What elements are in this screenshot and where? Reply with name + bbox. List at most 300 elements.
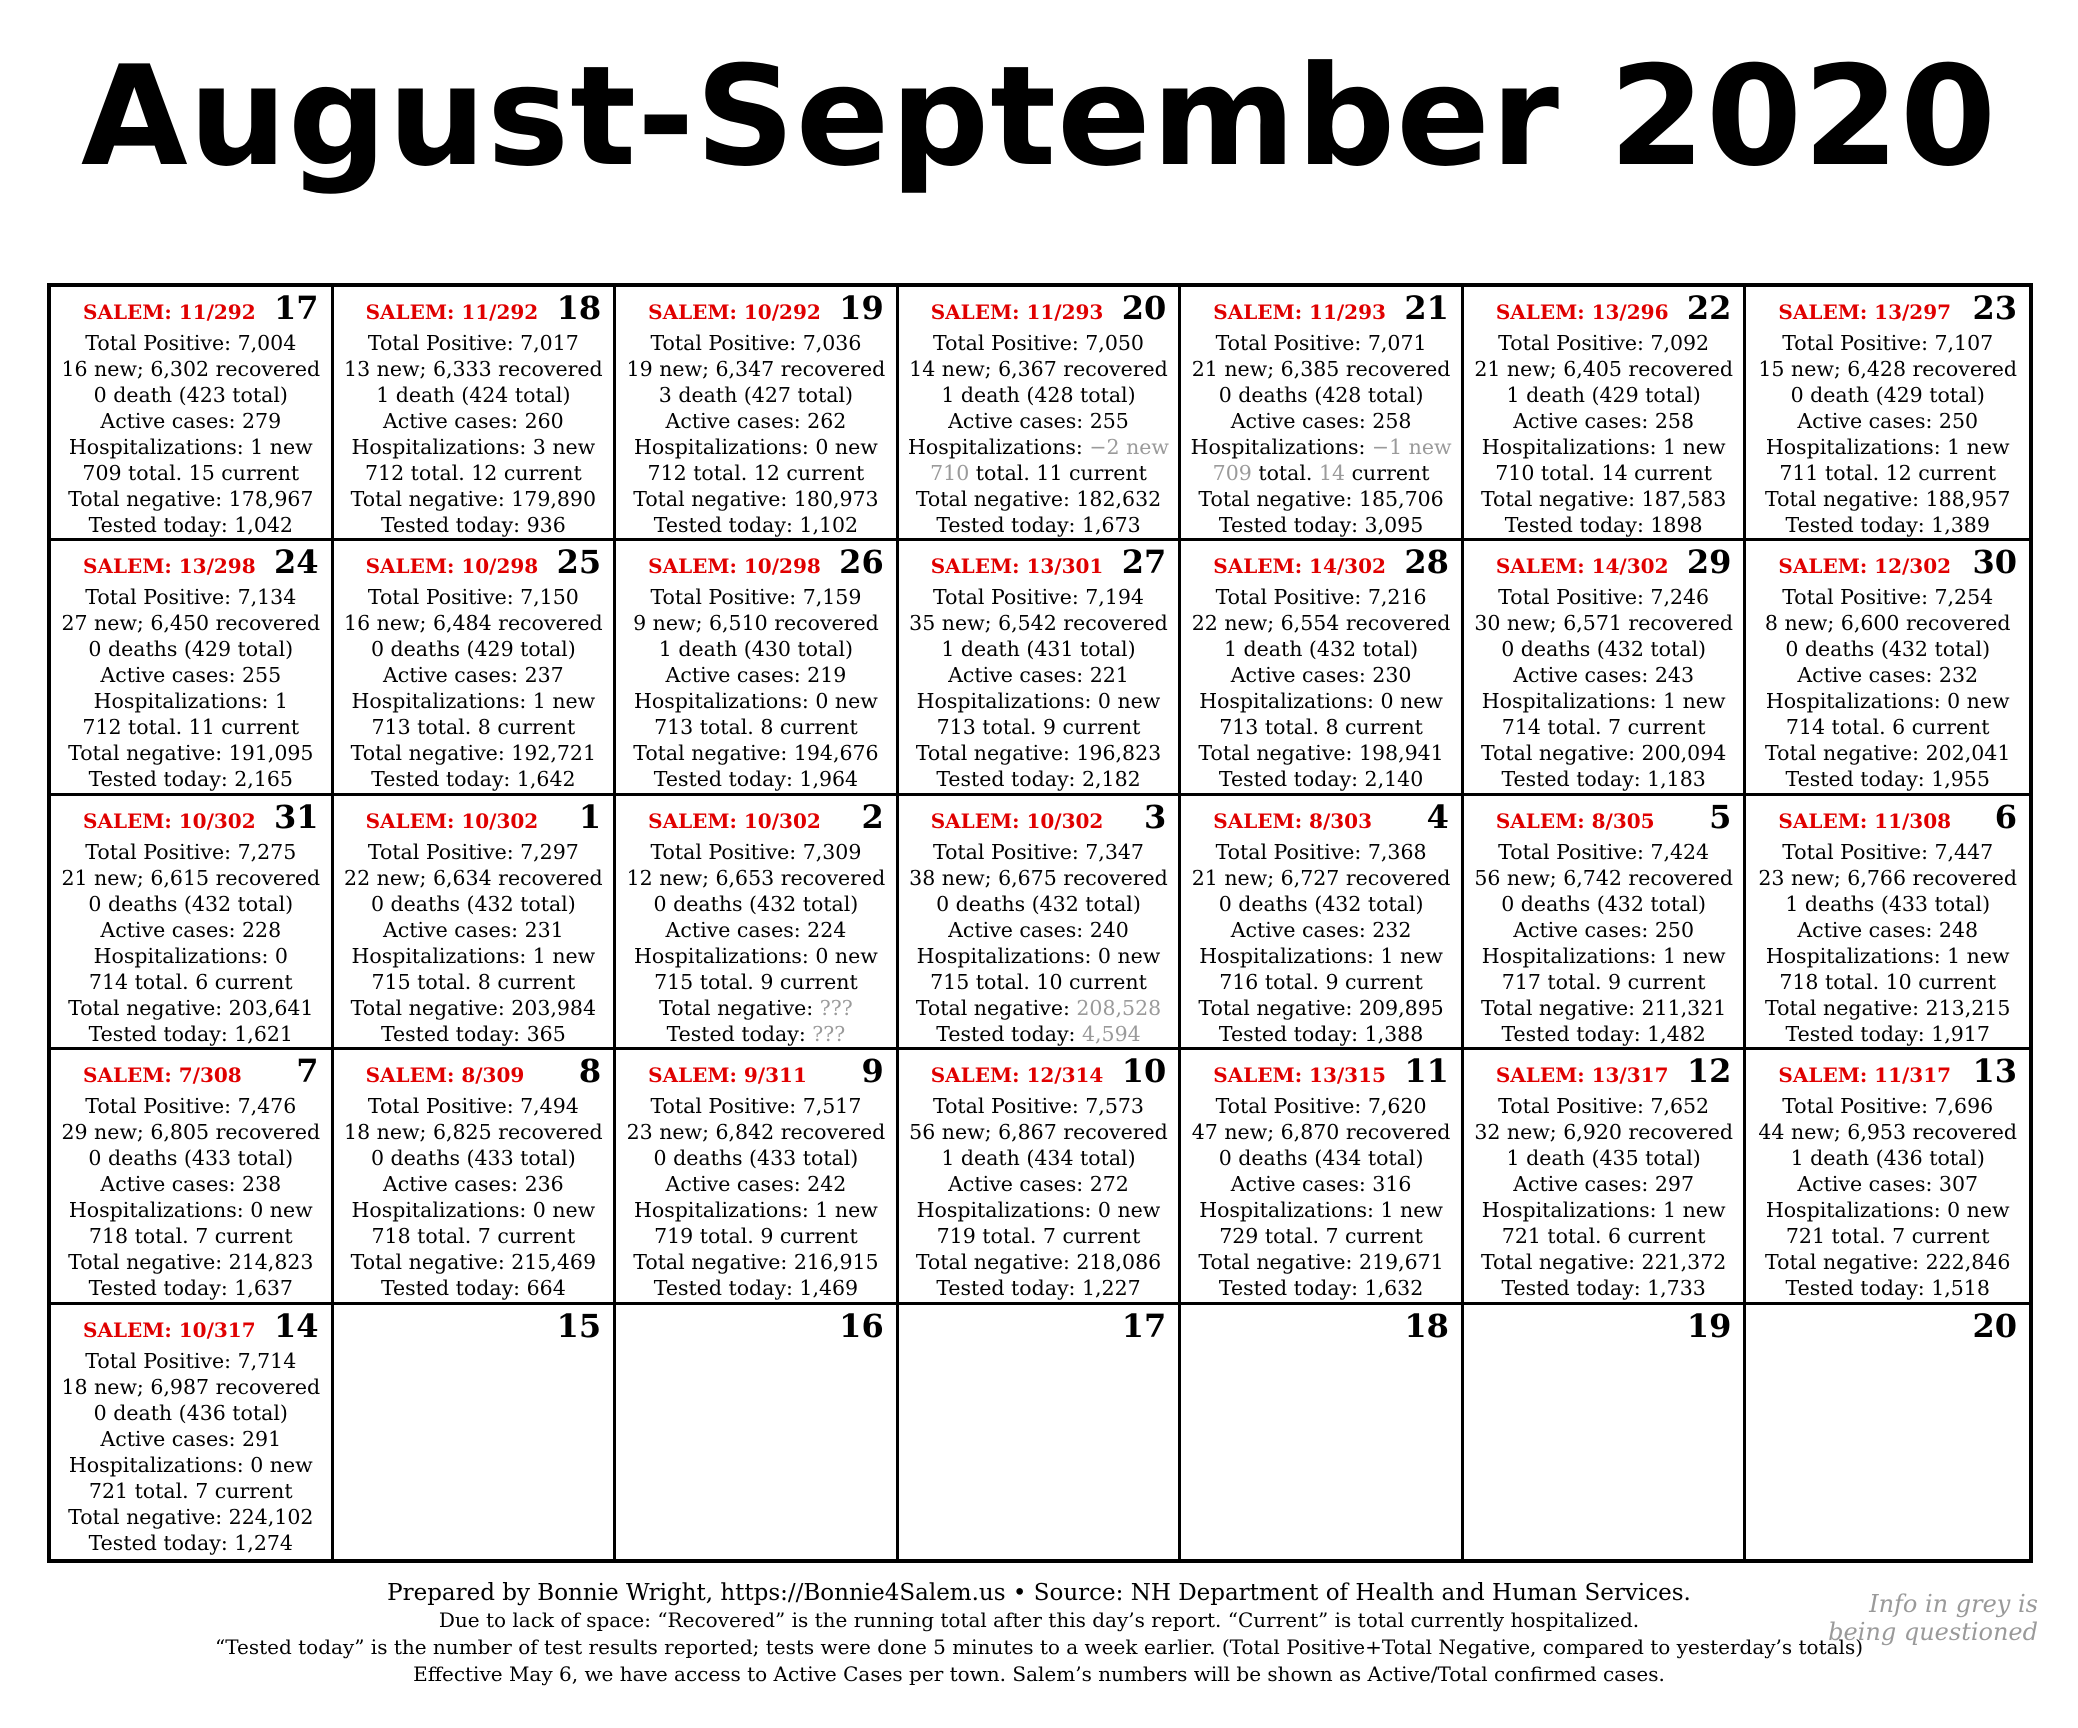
stat-line: Total Positive: 7,036 bbox=[650, 331, 862, 355]
questioned-value: 709 bbox=[1212, 461, 1252, 485]
stat-line: Active cases: 255 bbox=[948, 409, 1129, 433]
stat-line: 710 total. 14 current bbox=[1495, 461, 1712, 485]
day-number: 1 bbox=[578, 797, 602, 836]
day-cell bbox=[1181, 287, 1464, 541]
day-number: 15 bbox=[556, 1306, 602, 1345]
stat-line: Hospitalizations: 1 new bbox=[1481, 689, 1726, 714]
day-stats bbox=[1187, 330, 1455, 538]
day-number: 4 bbox=[1426, 797, 1449, 836]
stat-line: Total negative: 185,706 bbox=[1198, 487, 1444, 511]
day-stats bbox=[57, 839, 325, 1047]
salem-cases: SALEM: 10/302 bbox=[83, 808, 256, 833]
stat-line: Tested today: 1,274 bbox=[88, 1530, 293, 1555]
stat-line: 1 death (428 total) bbox=[941, 383, 1136, 407]
stat-line: Total Positive: 7,004 bbox=[85, 331, 297, 355]
stat-line: 21 new; 6,385 recovered bbox=[1191, 357, 1451, 381]
stat-line: Total negative: 211,321 bbox=[1480, 995, 1727, 1020]
day-cell-header bbox=[57, 543, 325, 584]
day-stats bbox=[340, 1093, 608, 1301]
stat-text: total. bbox=[1251, 461, 1319, 485]
stat-text: Tested today: bbox=[666, 1021, 813, 1046]
day-stats bbox=[1470, 839, 1738, 1047]
stat-line: 21 new; 6,727 recovered bbox=[1191, 865, 1451, 890]
stat-line: 27 new; 6,450 recovered bbox=[61, 611, 321, 636]
day-stats bbox=[1752, 839, 2023, 1047]
stat-line: Tested today: 1,621 bbox=[88, 1021, 293, 1046]
stat-line: Hospitalizations: 1 new bbox=[351, 689, 596, 714]
stat-line: 0 deaths (428 total) bbox=[1218, 383, 1424, 407]
stat-line: 0 deaths (434 total) bbox=[1218, 1146, 1424, 1171]
stat-line: Total Positive: 7,494 bbox=[367, 1094, 579, 1119]
calendar-grid bbox=[47, 283, 2033, 1563]
day-cell-header bbox=[1187, 543, 1455, 584]
day-cell bbox=[334, 1305, 617, 1559]
stat-line: 0 deaths (432 total) bbox=[370, 891, 576, 916]
day-number: 19 bbox=[839, 289, 884, 327]
day-cell-header bbox=[905, 797, 1173, 839]
day-cell-header bbox=[1470, 289, 1738, 330]
stat-line: 721 total. 6 current bbox=[1501, 1224, 1706, 1249]
stat-line: 21 new; 6,615 recovered bbox=[61, 865, 321, 890]
day-cell-header bbox=[1752, 1052, 2023, 1093]
salem-cases: SALEM: 10/298 bbox=[648, 554, 821, 579]
stat-line: Hospitalizations: 1 new bbox=[1481, 943, 1726, 968]
day-stats bbox=[1752, 330, 2023, 538]
stat-line: 721 total. 7 current bbox=[1785, 1224, 1990, 1249]
day-cell bbox=[616, 1050, 899, 1304]
footer-credit: Prepared by Bonnie Wright, https://Bonnie4Salem.us • Source: NH Department of Health and Human Services. bbox=[387, 1580, 1691, 1606]
stat-line: 1 deaths (433 total) bbox=[1785, 891, 1991, 916]
stat-line: Active cases: 224 bbox=[665, 917, 847, 942]
day-cell bbox=[51, 541, 334, 795]
stat-line: Total negative: 222,846 bbox=[1765, 1250, 2011, 1275]
stat-line: 16 new; 6,484 recovered bbox=[344, 611, 603, 636]
day-stats bbox=[57, 584, 325, 792]
stat-line: Hospitalizations: 0 new bbox=[634, 943, 878, 968]
stat-line: Active cases: 221 bbox=[948, 663, 1129, 688]
day-cell bbox=[899, 287, 1182, 541]
stat-line: Hospitalizations: 1 new bbox=[351, 943, 596, 968]
day-cell-header bbox=[340, 289, 608, 330]
stat-line: 56 new; 6,742 recovered bbox=[1474, 865, 1733, 890]
day-cell bbox=[1746, 1050, 2029, 1304]
salem-cases: SALEM: 11/292 bbox=[83, 300, 256, 324]
stat-line: Hospitalizations: 0 new bbox=[916, 689, 1161, 714]
day-number: 22 bbox=[1686, 289, 1732, 327]
salem-cases: SALEM: 9/311 bbox=[648, 1063, 807, 1088]
stat-line: Total negative: 191,095 bbox=[68, 741, 314, 766]
stat-line: 715 total. 10 current bbox=[930, 969, 1147, 994]
day-stats bbox=[57, 1348, 325, 1556]
day-cell-header bbox=[57, 289, 325, 330]
stat-line: Hospitalizations: 0 new bbox=[916, 1198, 1161, 1223]
stat-line: Total Positive: 7,150 bbox=[367, 585, 579, 610]
stat-line: Tested today: 3,095 bbox=[1218, 513, 1424, 537]
stat-line: Active cases: 230 bbox=[1230, 663, 1412, 688]
day-cell bbox=[1746, 796, 2029, 1050]
day-number: 24 bbox=[274, 543, 319, 582]
day-cell bbox=[1464, 796, 1747, 1050]
stat-line: 1 death (430 total) bbox=[658, 637, 854, 662]
stat-line: 1 death (431 total) bbox=[941, 637, 1136, 662]
day-stats bbox=[57, 1093, 325, 1301]
stat-line: Active cases: 243 bbox=[1513, 663, 1694, 688]
stat-line: Tested today: 1,042 bbox=[88, 513, 293, 537]
stat-line: Tested today: 1,227 bbox=[936, 1276, 1141, 1301]
stat-line: 0 deaths (432 total) bbox=[1501, 891, 1706, 916]
stat-line: Active cases: 262 bbox=[665, 409, 847, 433]
grey-info-note: Info in grey is being questioned bbox=[1828, 1590, 2038, 1646]
stat-line: 713 total. 8 current bbox=[371, 715, 576, 740]
stat-line: Tested today: 1,632 bbox=[1218, 1276, 1424, 1301]
day-number: 7 bbox=[296, 1052, 319, 1091]
stat-line bbox=[905, 460, 1173, 486]
stat-line bbox=[905, 434, 1173, 460]
day-number: 14 bbox=[274, 1306, 319, 1345]
day-cell-header bbox=[1752, 797, 2023, 839]
stat-line: Tested today: 1,955 bbox=[1785, 767, 1990, 792]
stat-line: Total Positive: 7,424 bbox=[1498, 839, 1710, 864]
stat-line: Active cases: 255 bbox=[100, 663, 282, 688]
stat-line: 18 new; 6,825 recovered bbox=[344, 1120, 603, 1145]
stat-line: Hospitalizations: 1 new bbox=[1765, 943, 2010, 968]
stat-line bbox=[1187, 460, 1455, 486]
stat-line: Tested today: 1,518 bbox=[1785, 1276, 1990, 1301]
stat-line: Total negative: 194,676 bbox=[633, 741, 879, 766]
day-cell bbox=[616, 541, 899, 795]
stat-line: 14 new; 6,367 recovered bbox=[909, 357, 1168, 381]
stat-line: Total Positive: 7,071 bbox=[1215, 331, 1427, 355]
stat-line: Active cases: 238 bbox=[100, 1172, 282, 1197]
stat-line: Active cases: 297 bbox=[1513, 1172, 1694, 1197]
day-cell bbox=[899, 1305, 1182, 1559]
stat-line: 23 new; 6,766 recovered bbox=[1758, 865, 2018, 890]
salem-cases: SALEM: 11/292 bbox=[365, 300, 539, 324]
day-number: 17 bbox=[1121, 1306, 1167, 1345]
stat-line: 1 death (424 total) bbox=[376, 383, 571, 407]
stat-line: 0 deaths (432 total) bbox=[1785, 637, 1991, 662]
stat-line: Tested today: 2,165 bbox=[88, 767, 293, 792]
stat-line: Total Positive: 7,297 bbox=[367, 839, 579, 864]
day-cell bbox=[334, 287, 617, 541]
stat-line: Hospitalizations: 1 bbox=[93, 689, 288, 714]
day-number: 27 bbox=[1121, 543, 1167, 582]
stat-line: Hospitalizations: 1 new bbox=[1481, 1198, 1726, 1223]
day-cell-header bbox=[1470, 543, 1738, 584]
stat-line: Active cases: 272 bbox=[948, 1172, 1129, 1197]
page-title: August-September 2020 bbox=[80, 36, 1998, 197]
salem-cases bbox=[1470, 1310, 1496, 1318]
salem-cases: SALEM: 12/314 bbox=[930, 1063, 1104, 1088]
salem-cases: SALEM: 8/305 bbox=[1495, 808, 1655, 833]
stat-line: Tested today: 1,102 bbox=[653, 513, 859, 537]
stat-line: Hospitalizations: 0 new bbox=[1765, 689, 2010, 714]
stat-line: 15 new; 6,428 recovered bbox=[1758, 357, 2018, 381]
day-cell bbox=[1746, 1305, 2029, 1559]
salem-cases: SALEM: 10/302 bbox=[648, 808, 821, 833]
questioned-value: 710 bbox=[930, 461, 970, 485]
day-stats bbox=[905, 1093, 1173, 1301]
stat-line: 9 new; 6,510 recovered bbox=[633, 611, 879, 636]
day-cell bbox=[334, 541, 617, 795]
stat-line: Active cases: 250 bbox=[1513, 917, 1694, 942]
stat-text: Hospitalizations: bbox=[908, 435, 1090, 459]
stat-line: 12 new; 6,653 recovered bbox=[626, 865, 886, 890]
stat-line: 714 total. 6 current bbox=[1785, 715, 1990, 740]
stat-line: Active cases: 307 bbox=[1797, 1172, 1979, 1197]
stat-line: Total negative: 196,823 bbox=[915, 741, 1162, 766]
day-number: 20 bbox=[1121, 289, 1167, 327]
salem-cases: SALEM: 10/317 bbox=[83, 1317, 256, 1342]
stat-line: Hospitalizations: 1 new bbox=[1199, 1198, 1443, 1223]
day-stats bbox=[1752, 584, 2023, 792]
stat-line: Tested today: 1,482 bbox=[1501, 1021, 1706, 1046]
stat-line: 718 total. 7 current bbox=[371, 1224, 576, 1249]
day-cell-header bbox=[622, 1052, 890, 1093]
stat-line: Tested today: 1,388 bbox=[1218, 1021, 1424, 1046]
stat-line: 717 total. 9 current bbox=[1501, 969, 1706, 994]
stat-line: 0 deaths (433 total) bbox=[370, 1146, 576, 1171]
stat-line: 35 new; 6,542 recovered bbox=[909, 611, 1168, 636]
stat-line: Total Positive: 7,194 bbox=[933, 585, 1144, 610]
day-cell-header bbox=[1187, 1306, 1455, 1348]
stat-line: Hospitalizations: 0 new bbox=[634, 435, 878, 459]
salem-cases: SALEM: 10/302 bbox=[930, 808, 1104, 833]
stat-line: Total Positive: 7,476 bbox=[85, 1094, 297, 1119]
day-number: 9 bbox=[861, 1052, 884, 1091]
day-cell-header bbox=[1470, 1306, 1738, 1348]
stat-line: Active cases: 291 bbox=[100, 1426, 282, 1451]
stat-line: 718 total. 10 current bbox=[1779, 969, 1997, 994]
stat-line: Total Positive: 7,254 bbox=[1782, 585, 1994, 610]
day-number: 6 bbox=[1994, 797, 2017, 836]
stat-line: Total Positive: 7,652 bbox=[1498, 1094, 1710, 1119]
day-cell-header bbox=[905, 289, 1173, 330]
day-number: 18 bbox=[556, 289, 602, 327]
day-stats bbox=[622, 1093, 890, 1301]
stat-line: 715 total. 8 current bbox=[371, 969, 576, 994]
stat-line: Tested today: 1,637 bbox=[88, 1276, 293, 1301]
footer-note-active: Effective May 6, we have access to Active Cases per town. Salem’s numbers will be shown as Active/Total confirmed cases. bbox=[413, 1662, 1665, 1686]
stat-line: 1 death (434 total) bbox=[941, 1146, 1136, 1171]
day-cell-header bbox=[1752, 1306, 2023, 1348]
day-cell-header bbox=[622, 289, 890, 330]
salem-cases: SALEM: 11/293 bbox=[1213, 300, 1386, 324]
stat-line: 712 total. 11 current bbox=[82, 715, 300, 740]
questioned-value: 4,594 bbox=[1081, 1021, 1141, 1046]
stat-line: Active cases: 279 bbox=[100, 409, 282, 433]
footer-note-recovered: Due to lack of space: “Recovered” is the running total after this day’s report. “Current” is total currently hospitalized. bbox=[438, 1608, 1640, 1632]
stat-line bbox=[622, 995, 890, 1021]
stat-line: Total Positive: 7,368 bbox=[1215, 839, 1427, 864]
stat-line: 38 new; 6,675 recovered bbox=[909, 865, 1168, 890]
day-cell bbox=[899, 541, 1182, 795]
day-cell bbox=[1464, 1050, 1747, 1304]
stat-line: 0 death (436 total) bbox=[93, 1400, 288, 1425]
stat-line: Total negative: 216,915 bbox=[633, 1250, 879, 1275]
day-stats bbox=[340, 330, 608, 538]
stat-line: Total negative: 203,984 bbox=[350, 995, 597, 1020]
stat-line: Hospitalizations: 1 new bbox=[634, 1198, 878, 1223]
stat-line: Hospitalizations: 3 new bbox=[351, 435, 596, 459]
day-cell-header bbox=[57, 797, 325, 839]
day-number: 23 bbox=[1972, 289, 2017, 327]
stat-line: 715 total. 9 current bbox=[654, 969, 858, 994]
day-number: 16 bbox=[839, 1306, 884, 1345]
salem-cases: SALEM: 13/315 bbox=[1213, 1063, 1386, 1088]
day-number: 10 bbox=[1121, 1052, 1167, 1091]
stat-line: Active cases: 240 bbox=[948, 917, 1129, 942]
stat-line: Total negative: 178,967 bbox=[68, 487, 314, 511]
stat-line: Active cases: 231 bbox=[382, 917, 564, 942]
day-stats bbox=[622, 584, 890, 792]
stat-line: 22 new; 6,554 recovered bbox=[1191, 611, 1451, 636]
stat-line: 21 new; 6,405 recovered bbox=[1474, 357, 1733, 381]
day-number: 28 bbox=[1404, 543, 1449, 582]
stat-line: Total Positive: 7,517 bbox=[650, 1094, 862, 1119]
day-stats bbox=[1470, 584, 1738, 792]
stat-line: Total negative: 180,973 bbox=[633, 487, 879, 511]
stat-line bbox=[1187, 434, 1455, 460]
stat-line: 0 deaths (432 total) bbox=[1501, 637, 1706, 662]
stat-line: 1 death (435 total) bbox=[1506, 1146, 1701, 1171]
day-cell-header bbox=[57, 1052, 325, 1093]
day-cell bbox=[1464, 287, 1747, 541]
stat-line: 16 new; 6,302 recovered bbox=[61, 357, 321, 381]
salem-cases: SALEM: 14/302 bbox=[1213, 554, 1386, 579]
stat-line: Total Positive: 7,696 bbox=[1782, 1094, 1994, 1119]
day-stats bbox=[1752, 1093, 2023, 1301]
day-cell bbox=[1181, 1050, 1464, 1304]
salem-cases: SALEM: 13/317 bbox=[1495, 1063, 1669, 1088]
stat-line: 712 total. 12 current bbox=[364, 461, 582, 485]
stat-line: Active cases: 258 bbox=[1230, 409, 1412, 433]
stat-line: Total negative: 203,641 bbox=[68, 995, 314, 1020]
stat-line: Total Positive: 7,134 bbox=[85, 585, 297, 610]
stat-line: 0 deaths (432 total) bbox=[653, 891, 859, 916]
stat-line: Total Positive: 7,017 bbox=[367, 331, 579, 355]
day-cell-header bbox=[905, 1052, 1173, 1093]
day-cell bbox=[334, 1050, 617, 1304]
stat-line: Hospitalizations: 1 new bbox=[1765, 435, 2010, 459]
stat-line: Tested today: 1,673 bbox=[936, 513, 1141, 537]
questioned-value: ??? bbox=[819, 995, 853, 1020]
day-stats bbox=[1187, 584, 1455, 792]
stat-line: Hospitalizations: 1 new bbox=[68, 435, 313, 459]
stat-line: Tested today: 1,389 bbox=[1785, 513, 1990, 537]
stat-line: Tested today: 365 bbox=[380, 1021, 566, 1046]
stat-line: Hospitalizations: 1 new bbox=[1199, 943, 1443, 968]
salem-cases bbox=[1187, 1310, 1213, 1318]
stat-line: Tested today: 1,733 bbox=[1501, 1276, 1706, 1301]
day-number: 11 bbox=[1404, 1052, 1449, 1091]
stat-line: Total negative: 198,941 bbox=[1198, 741, 1444, 766]
footer bbox=[0, 1580, 2078, 1688]
stat-line: 709 total. 15 current bbox=[82, 461, 300, 485]
stat-line: 713 total. 8 current bbox=[1219, 715, 1423, 740]
questioned-value: −1 new bbox=[1371, 435, 1452, 459]
day-cell bbox=[51, 287, 334, 541]
day-number: 29 bbox=[1686, 543, 1732, 582]
salem-cases bbox=[340, 1310, 366, 1318]
stat-line: 729 total. 7 current bbox=[1219, 1224, 1423, 1249]
day-cell bbox=[616, 1305, 899, 1559]
day-cell bbox=[899, 1050, 1182, 1304]
stat-line: Total negative: 221,372 bbox=[1480, 1250, 1727, 1275]
day-number: 31 bbox=[274, 797, 319, 836]
stat-line: Total negative: 187,583 bbox=[1480, 487, 1727, 511]
day-stats bbox=[1187, 1093, 1455, 1301]
day-cell-header bbox=[905, 1306, 1173, 1348]
salem-cases: SALEM: 13/301 bbox=[930, 554, 1104, 579]
stat-line: Total negative: 224,102 bbox=[68, 1504, 314, 1529]
salem-cases: SALEM: 10/292 bbox=[648, 300, 821, 324]
salem-cases bbox=[1752, 1310, 1778, 1318]
day-stats bbox=[905, 839, 1173, 1047]
questioned-value: 14 bbox=[1318, 461, 1346, 485]
salem-cases: SALEM: 13/296 bbox=[1495, 300, 1669, 324]
stat-line: Total Positive: 7,107 bbox=[1782, 331, 1994, 355]
footer-note-tested: “Tested today” is the number of test results reported; tests were done 5 minutes to a week earlier. (Total Positive+Total Negative, compared to yesterday’s totals) bbox=[214, 1635, 1864, 1659]
stat-line: 718 total. 7 current bbox=[88, 1224, 293, 1249]
stat-line: Hospitalizations: 0 bbox=[93, 943, 288, 968]
stat-line: 29 new; 6,805 recovered bbox=[61, 1120, 321, 1145]
day-cell bbox=[1181, 541, 1464, 795]
stat-line: Active cases: 260 bbox=[382, 409, 564, 433]
stat-line: Active cases: 237 bbox=[382, 663, 564, 688]
day-number: 21 bbox=[1404, 289, 1449, 327]
stat-text: current bbox=[1345, 461, 1430, 485]
salem-cases: SALEM: 13/297 bbox=[1778, 300, 1952, 324]
day-stats bbox=[905, 584, 1173, 792]
day-cell bbox=[1464, 541, 1747, 795]
stat-line: Total Positive: 7,447 bbox=[1782, 839, 1994, 864]
salem-cases: SALEM: 8/309 bbox=[365, 1063, 525, 1088]
stat-line: 716 total. 9 current bbox=[1219, 969, 1423, 994]
stat-line: Total Positive: 7,620 bbox=[1215, 1094, 1427, 1119]
day-cell-header bbox=[57, 1306, 325, 1348]
day-number: 30 bbox=[1972, 543, 2017, 582]
day-cell-header bbox=[340, 1306, 608, 1348]
stat-line: Tested today: 1,642 bbox=[371, 767, 576, 792]
stat-line: Total Positive: 7,159 bbox=[650, 585, 862, 610]
stat-line: 56 new; 6,867 recovered bbox=[909, 1120, 1168, 1145]
stat-line: Tested today: 1,964 bbox=[653, 767, 859, 792]
stat-line: 22 new; 6,634 recovered bbox=[344, 865, 603, 890]
day-cell bbox=[1181, 796, 1464, 1050]
day-cell bbox=[1746, 541, 2029, 795]
stat-line: Tested today: 2,140 bbox=[1218, 767, 1424, 792]
day-cell-header bbox=[1752, 543, 2023, 584]
salem-cases: SALEM: 13/298 bbox=[83, 554, 256, 579]
stat-line: 713 total. 9 current bbox=[936, 715, 1141, 740]
stat-line: 721 total. 7 current bbox=[88, 1478, 293, 1503]
stat-line: 32 new; 6,920 recovered bbox=[1474, 1120, 1733, 1145]
questioned-value: ??? bbox=[812, 1021, 846, 1046]
stat-line: 13 new; 6,333 recovered bbox=[344, 357, 603, 381]
stat-text: Tested today: bbox=[936, 1021, 1082, 1046]
day-stats bbox=[622, 839, 890, 1047]
stat-line: Total Positive: 7,309 bbox=[650, 839, 862, 864]
day-stats bbox=[1470, 1093, 1738, 1301]
stat-line: Total negative: 179,890 bbox=[350, 487, 597, 511]
stat-line: 0 death (423 total) bbox=[93, 383, 288, 407]
day-number: 18 bbox=[1404, 1306, 1449, 1345]
stat-line: Tested today: 1,917 bbox=[1785, 1021, 1990, 1046]
stat-line: 1 death (436 total) bbox=[1790, 1146, 1985, 1171]
day-number: 19 bbox=[1686, 1306, 1732, 1345]
stat-line: Active cases: 232 bbox=[1230, 917, 1412, 942]
